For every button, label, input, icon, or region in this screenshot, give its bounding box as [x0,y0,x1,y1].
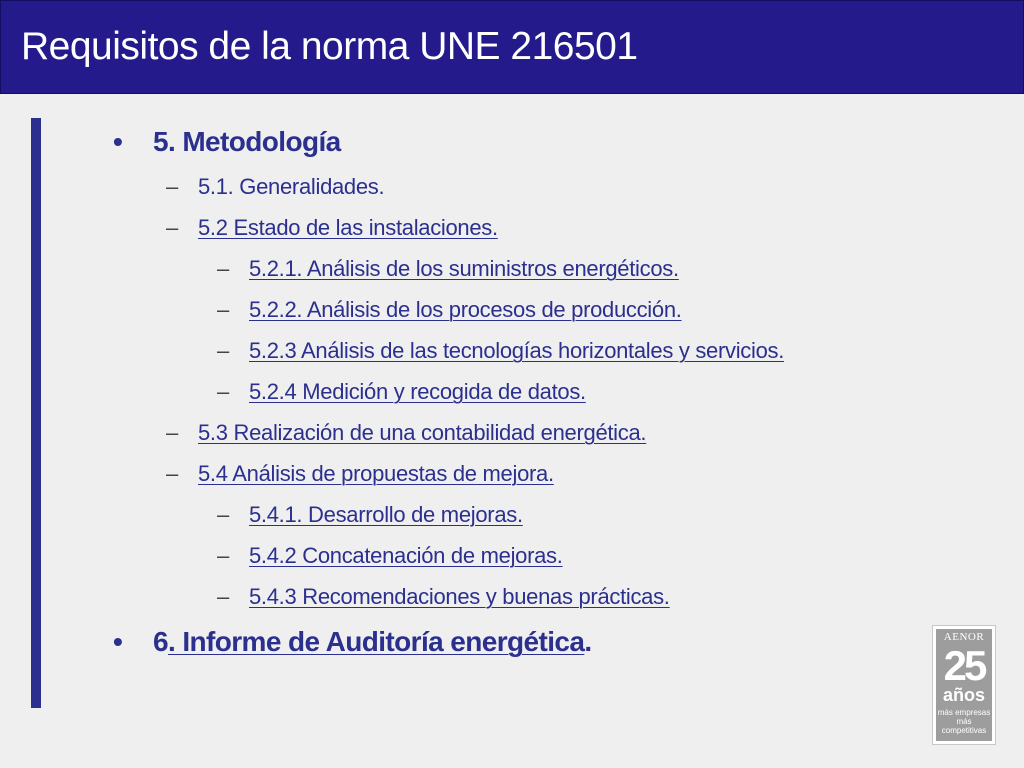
slide-title-bar [0,0,1024,94]
outline-item-link[interactable]: 5.4.1. Desarrollo de mejoras. [249,502,523,527]
aenor-25-anos-logo [932,625,996,745]
logo-number: 25 [943,642,985,689]
outline-item-level-1[interactable] [113,626,592,658]
accent-bar [31,118,41,708]
outline-item-link[interactable]: 5.2.4 Medición y recogida de datos. [249,379,586,404]
outline-item-level-3[interactable] [217,543,563,569]
outline-item-level-3[interactable] [217,502,523,528]
dash-marker: – [217,256,229,281]
outline-item-link[interactable]: 5.2.3 Análisis de las tecnologías horizontales y servicios. [249,338,785,363]
dash-marker: – [166,174,178,199]
outline-item-level-3[interactable] [217,379,586,405]
dash-marker: – [166,215,178,240]
bullet-marker: • [113,626,123,657]
outline-item-link[interactable]: 5.2.2. Análisis de los procesos de producción. [249,297,682,322]
outline-item-level-2[interactable] [166,461,554,487]
outline-item-level-3[interactable] [217,338,785,364]
outline-item-level-2[interactable] [166,215,498,241]
outline-item-link[interactable]: 5.4.3 Recomendaciones y buenas prácticas. [249,584,670,609]
outline-item-level-3[interactable] [217,584,670,610]
outline-item-text: 6 [153,626,168,657]
outline-item-suffix: . [584,626,592,657]
outline-item-link[interactable]: 5.4 Análisis de propuestas de mejora. [198,461,554,486]
outline-item-level-3[interactable] [217,297,682,323]
outline-item-level-2 [166,174,385,200]
bullet-marker: • [113,126,123,157]
dash-marker: – [217,584,229,609]
outline-item-text: 5.1. Generalidades. [198,174,385,199]
dash-marker: – [166,420,178,445]
outline-item-level-3[interactable] [217,256,679,282]
dash-marker: – [217,297,229,322]
outline-item-level-1 [113,126,341,158]
outline-item-link[interactable]: 5.4.2 Concatenación de mejoras. [249,543,563,568]
outline-item-level-2[interactable] [166,420,647,446]
outline-item-link[interactable]: 5.3 Realización de una contabilidad energética. [198,420,647,445]
outline-item-text: 5. Metodología [153,126,341,157]
outline-item-link[interactable]: 5.2.1. Análisis de los suministros energéticos. [249,256,679,281]
dash-marker: – [217,379,229,404]
dash-marker: – [217,338,229,363]
logo-brand: AENOR [943,631,985,643]
slide-title: Requisitos de la norma UNE 216501 [21,25,638,68]
outline-item-link[interactable]: . Informe de Auditoría energética [167,626,585,657]
logo-word: años [942,685,985,705]
outline-item-link[interactable]: 5.2 Estado de las instalaciones. [198,215,498,240]
logo-tagline: más empresas más competitivas [937,708,991,735]
dash-marker: – [217,543,229,568]
dash-marker: – [217,502,229,527]
dash-marker: – [166,461,178,486]
